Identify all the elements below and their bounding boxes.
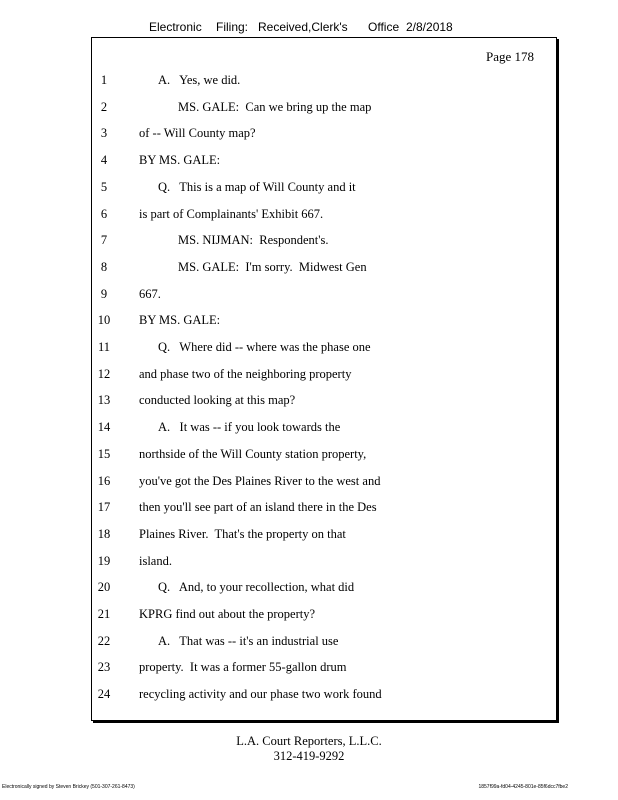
transcript-line <box>0 527 618 545</box>
line-number: 21 <box>97 607 111 621</box>
line-number: 6 <box>100 206 108 221</box>
line-text: conducted looking at this map? <box>139 393 296 408</box>
line-number: 12 <box>97 366 111 381</box>
transcript-line <box>0 313 618 331</box>
line-number: 16 <box>97 473 111 488</box>
line-number: 23 <box>97 660 111 675</box>
line-text: MS. GALE: Can we bring up the map <box>178 99 372 114</box>
transcript-line <box>0 634 618 652</box>
line-number: 24 <box>97 687 111 702</box>
line-text: Q. And, to your recollection, what did <box>158 580 355 595</box>
line-number: 2 <box>100 99 108 114</box>
e-signature-note: Electronically signed by Steven Brickey (501-307-261-8473) <box>2 784 135 790</box>
line-number: 22 <box>97 633 111 648</box>
transcript-line <box>0 580 618 598</box>
transcript-line <box>0 500 618 518</box>
line-number: 5 <box>100 179 108 194</box>
line-text: island. <box>139 553 172 568</box>
filing-office: Office <box>368 20 400 34</box>
transcript-line <box>0 340 618 358</box>
transcript-line <box>0 287 618 305</box>
transcript-line <box>0 554 618 572</box>
line-text: A. It was -- if you look towards the <box>158 420 341 435</box>
line-number: 1 <box>100 73 108 87</box>
transcript-line <box>0 73 618 91</box>
filing-label: Filing: <box>216 20 249 34</box>
transcript-line <box>0 447 618 465</box>
transcript-line <box>0 100 618 118</box>
line-number: 10 <box>97 313 111 328</box>
line-number: 9 <box>100 286 108 301</box>
line-number: 11 <box>97 340 111 354</box>
transcript-line <box>0 153 618 171</box>
line-number: 18 <box>97 526 111 541</box>
line-text: 667. <box>139 286 161 301</box>
line-text: BY MS. GALE: <box>139 313 221 328</box>
transcript-line <box>0 687 618 705</box>
transcript-line <box>0 367 618 385</box>
line-text: you've got the Des Plaines River to the west and <box>139 473 381 488</box>
transcript-line <box>0 207 618 225</box>
transcript-line <box>0 474 618 492</box>
transcript-line <box>0 660 618 678</box>
transcript-line <box>0 607 618 625</box>
filing-date: 2/8/2018 <box>406 20 453 34</box>
line-number: 19 <box>97 553 111 568</box>
line-text: MS. GALE: I'm sorry. Midwest Gen <box>178 259 367 274</box>
line-text: KPRG find out about the property? <box>139 607 316 621</box>
document-id: 1857f99a-fd04-4245-801e-85f6dcc7fbe2 <box>478 784 568 790</box>
transcript-line <box>0 393 618 411</box>
filing-received: Received,Clerk's <box>258 20 348 34</box>
line-number: 4 <box>100 153 108 168</box>
line-text: A. Yes, we did. <box>158 73 241 87</box>
line-text: MS. NIJMAN: Respondent's. <box>178 233 329 248</box>
line-text: and phase two of the neighboring property <box>139 366 352 381</box>
line-text: A. That was -- it's an industrial use <box>158 633 339 648</box>
line-number: 8 <box>100 259 108 274</box>
line-text: Q. Where did -- where was the phase one <box>158 340 371 354</box>
reporter-phone: 312-419-9292 <box>273 749 345 763</box>
line-number: 13 <box>97 393 111 408</box>
line-text: northside of the Will County station property, <box>139 446 367 461</box>
filing-electronic: Electronic <box>149 20 202 34</box>
transcript-line <box>0 180 618 198</box>
line-text: then you'll see part of an island there in the Des <box>139 500 377 515</box>
line-number: 3 <box>100 126 108 141</box>
line-number: 14 <box>97 420 111 435</box>
line-number: 15 <box>97 446 111 461</box>
line-text: Plaines River. That's the property on that <box>139 526 346 541</box>
line-text: property. It was a former 55-gallon drum <box>139 660 347 675</box>
line-text: recycling activity and our phase two work found <box>139 687 382 702</box>
reporter-name: L.A. Court Reporters, L.L.C. <box>236 734 382 748</box>
line-text: Q. This is a map of Will County and it <box>158 179 356 194</box>
line-text: of -- Will County map? <box>139 126 256 141</box>
line-text: is part of Complainants' Exhibit 667. <box>139 206 324 221</box>
transcript-line <box>0 420 618 438</box>
transcript-line <box>0 126 618 144</box>
transcript-line <box>0 233 618 251</box>
line-number: 7 <box>100 233 108 248</box>
page-number: Page 178 <box>485 49 534 64</box>
line-number: 17 <box>97 500 111 515</box>
transcript-line <box>0 260 618 278</box>
line-text: BY MS. GALE: <box>139 153 221 168</box>
line-number: 20 <box>97 580 111 595</box>
